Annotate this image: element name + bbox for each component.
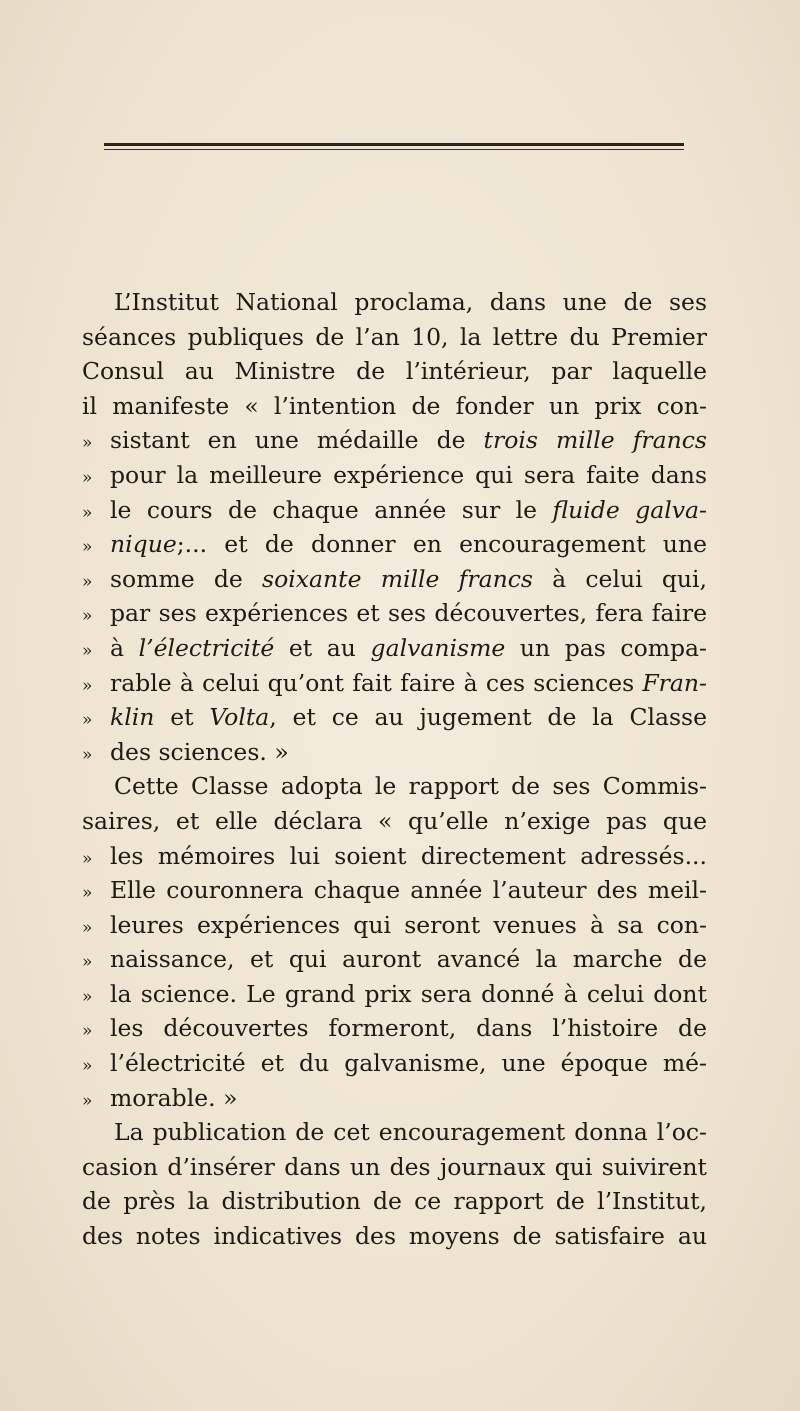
text-line	[82, 666, 707, 701]
quote-mark: »	[82, 1090, 93, 1111]
text-line	[82, 1011, 707, 1046]
body-text	[82, 285, 707, 1254]
quote-mark: »	[82, 848, 93, 869]
text-run: sistant en une médaille de	[110, 426, 484, 455]
quote-mark: »	[82, 640, 93, 661]
text-run: les mémoires lui soient directement adressés...	[110, 841, 707, 870]
text-line	[82, 423, 707, 458]
italic-run: Volta	[209, 703, 270, 732]
text-run: les découvertes formeront, dans l’histoire de	[110, 1014, 707, 1043]
text-run: des notes indicatives des moyens de satisfaire au	[82, 1222, 707, 1251]
quote-mark: »	[82, 502, 93, 523]
text-line	[82, 527, 707, 562]
text-run: le cours de chaque année sur le	[110, 495, 553, 524]
text-run: séances publiques de l’an 10, la lettre du Premier	[82, 322, 707, 351]
text-line	[82, 596, 707, 631]
text-line	[82, 493, 707, 528]
text-run: Consul au Ministre de l’intérieur, par laquelle	[82, 357, 707, 386]
text-line	[82, 769, 707, 804]
text-line	[82, 1184, 707, 1219]
text-line	[82, 908, 707, 943]
text-run: L’Institut National proclama, dans une de ses	[114, 288, 707, 316]
quote-mark: »	[82, 917, 93, 938]
text-run: à	[110, 633, 139, 662]
quote-mark: »	[82, 537, 93, 558]
text-line	[82, 458, 707, 493]
text-run: il manifeste « l’intention de fonder un prix con-	[82, 391, 707, 420]
italic-run: galvanisme	[370, 633, 506, 662]
quote-mark: »	[82, 744, 93, 765]
text-run: par ses expériences et ses découvertes, fera faire	[110, 599, 707, 628]
text-run: ;... et de donner en encouragement une	[176, 530, 707, 559]
text-run: des sciences. »	[110, 737, 289, 766]
header-rule	[104, 143, 684, 146]
text-run: de près la distribution de ce rapport de l’Institut,	[82, 1187, 707, 1216]
text-line	[82, 285, 707, 320]
quote-mark: »	[82, 433, 93, 454]
quote-mark: »	[82, 1021, 93, 1042]
text-line	[82, 977, 707, 1012]
quote-mark: »	[82, 467, 93, 488]
text-line	[82, 389, 707, 424]
text-run: la science. Le grand prix sera donné à celui dont	[110, 979, 707, 1008]
text-line	[82, 320, 707, 355]
italic-run: l’électricité	[138, 633, 275, 662]
text-run: rable à celui qu’ont fait faire à ces sciences	[110, 668, 643, 697]
text-run: l’électricité et du galvanisme, une époque mé-	[110, 1049, 707, 1078]
text-line	[82, 839, 707, 874]
text-line	[82, 873, 707, 908]
text-line	[82, 700, 707, 735]
text-run: La publication de cet encouragement donna l’oc-	[114, 1118, 707, 1147]
quote-mark: »	[82, 952, 93, 973]
text-run: , et ce au jugement de la Classe	[269, 703, 707, 732]
text-line	[82, 562, 707, 597]
quote-mark: »	[82, 571, 93, 592]
italic-run: Fran-	[642, 668, 707, 697]
text-run: un pas compa-	[505, 633, 707, 662]
text-line	[82, 354, 707, 389]
italic-run: fluide galva-	[552, 495, 707, 524]
text-run: morable. »	[110, 1083, 238, 1112]
text-run: leures expériences qui seront venues à sa con-	[110, 910, 707, 939]
text-run: saires, et elle déclara « qu’elle n’exige pas que	[82, 806, 707, 835]
text-run: et	[154, 703, 210, 732]
text-run: et au	[274, 633, 371, 662]
italic-run: nique	[110, 530, 177, 559]
quote-mark: »	[82, 883, 93, 904]
text-run: pour la meilleure expérience qui sera faite dans	[110, 460, 707, 489]
text-run: Elle couronnera chaque année l’auteur des meil-	[110, 876, 707, 905]
quote-mark: »	[82, 986, 93, 1007]
quote-mark: »	[82, 606, 93, 627]
text-line	[82, 942, 707, 977]
text-run: somme de	[110, 564, 263, 593]
italic-run: klin	[110, 703, 155, 732]
quote-mark: »	[82, 710, 93, 731]
quote-mark: »	[82, 1056, 93, 1077]
text-run: à celui qui,	[532, 564, 707, 593]
text-line	[82, 1081, 707, 1116]
italic-run: soixante mille francs	[262, 564, 533, 593]
text-line	[82, 1150, 707, 1185]
text-run: casion d’insérer dans un des journaux qui suivirent	[82, 1152, 707, 1181]
quote-mark: »	[82, 675, 93, 696]
italic-run: trois mille francs	[483, 426, 707, 455]
text-run: naissance, et qui auront avancé la marche de	[110, 945, 707, 974]
text-run: Cette Classe adopta le rapport de ses Commis-	[114, 772, 707, 801]
text-line	[82, 1219, 707, 1254]
text-line	[82, 804, 707, 839]
text-line	[82, 735, 707, 770]
text-line	[82, 1046, 707, 1081]
text-line	[82, 631, 707, 666]
text-line	[82, 1115, 707, 1150]
